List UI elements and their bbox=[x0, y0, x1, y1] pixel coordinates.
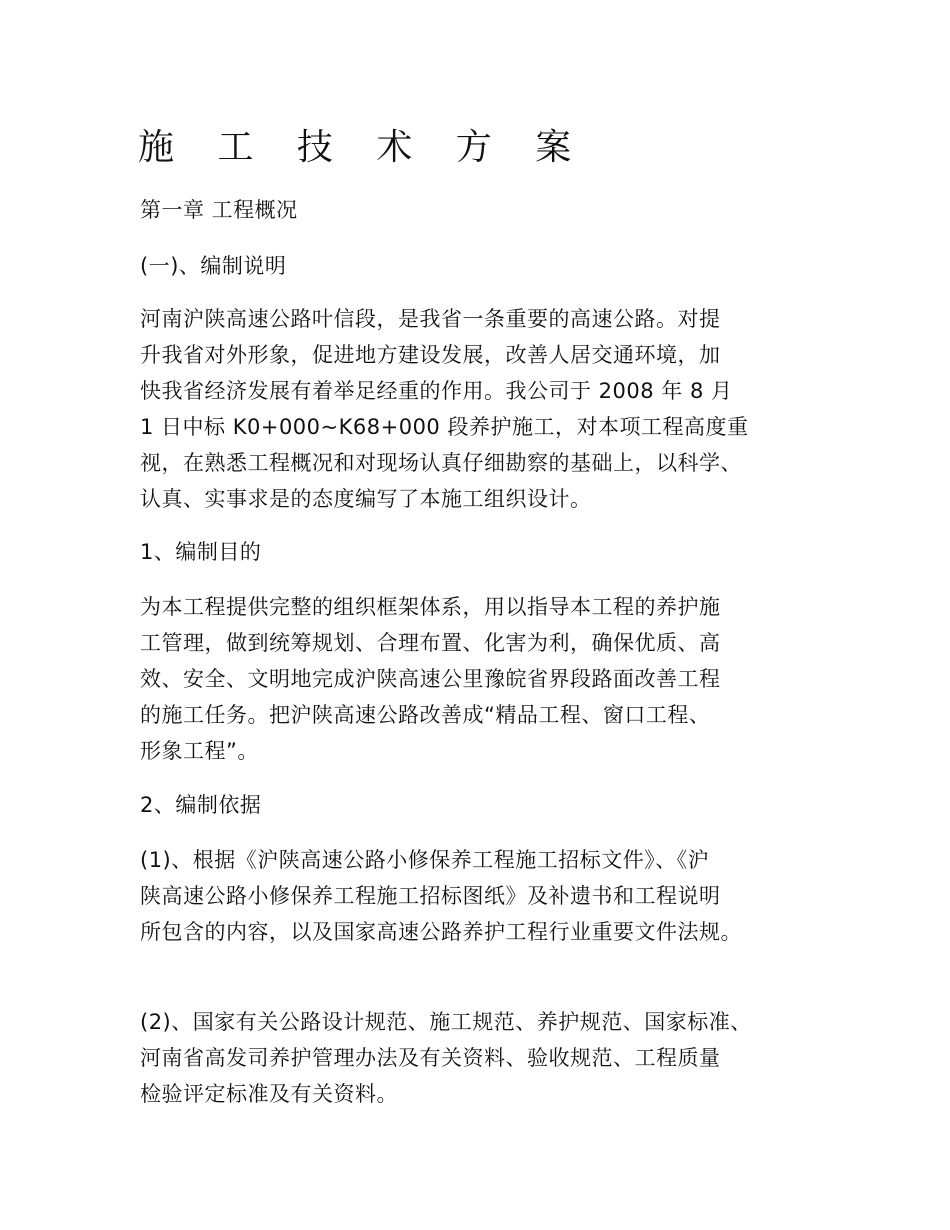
paragraph-line: 形象工程”。 bbox=[140, 739, 259, 763]
paragraph-line: 检验评定标准及有关资料。 bbox=[140, 1082, 398, 1106]
paragraph-line: 认真、实事求是的态度编写了本施工组织设计。 bbox=[140, 487, 592, 511]
paragraph-line: 的施工任务。把沪陕高速公路改善成“精品工程、窗口工程、 bbox=[140, 703, 711, 727]
paragraph-line: 效、安全、文明地完成沪陕高速公里豫皖省界段路面改善工程 bbox=[140, 667, 721, 691]
paragraph-line: 陕高速公路小修保养工程施工招标图纸》及补遗书和工程说明 bbox=[140, 884, 721, 908]
paragraph-line: (1)、根据《沪陕高速公路小修保养工程施工招标文件》、《沪 bbox=[140, 848, 710, 872]
page-title: 施 工 技 术 方 案 bbox=[138, 127, 588, 168]
purpose-heading: 1、编制目的 bbox=[140, 540, 262, 564]
paragraph-line: 河南沪陕高速公路叶信段，是我省一条重要的高速公路。对提 bbox=[140, 307, 721, 331]
paragraph-line: 工管理，做到统筹规划、合理布置、化害为利，确保优质、高 bbox=[140, 631, 721, 655]
paragraph-line: 快我省经济发展有着举足经重的作用。我公司于 2008 年 8 月 bbox=[140, 379, 733, 403]
paragraph-line: 1 日中标 K0+000~K68+000 段养护施工，对本项工程高度重 bbox=[140, 415, 749, 439]
paragraph-line: 升我省对外形象，促进地方建设发展，改善人居交通环境，加 bbox=[140, 343, 721, 367]
paragraph-line: 河南省高发司养护管理办法及有关资料、验收规范、工程质量 bbox=[140, 1046, 721, 1070]
paragraph-line: (2)、国家有关公路设计规范、施工规范、养护规范、国家标准、 bbox=[140, 1010, 752, 1034]
paragraph-line: 为本工程提供完整的组织框架体系，用以指导本工程的养护施 bbox=[140, 595, 721, 619]
paragraph-line: 所包含的内容，以及国家高速公路养护工程行业重要文件法规。 bbox=[140, 920, 742, 944]
paragraph-line: 视，在熟悉工程概况和对现场认真仔细勘察的基础上，以科学、 bbox=[140, 451, 742, 475]
section-heading: (一)、编制说明 bbox=[140, 254, 287, 278]
basis-heading: 2、编制依据 bbox=[140, 793, 262, 817]
chapter-heading: 第一章 工程概况 bbox=[140, 198, 298, 222]
